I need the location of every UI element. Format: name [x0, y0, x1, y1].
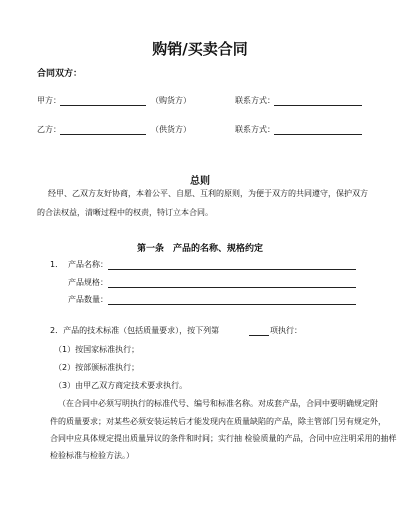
party-a-name-field[interactable] — [60, 105, 146, 106]
party-b-contact-label: 联系方式： — [235, 125, 275, 134]
standard-note-line-4: 检验标准与检验方法。） — [50, 451, 134, 460]
parties-heading: 合同双方： — [37, 69, 83, 79]
product-qty-label: 产品数量： — [68, 295, 108, 304]
product-name-field[interactable] — [108, 269, 356, 270]
general-paragraph-line-1: 经甲、乙双方友好协商，本着公平、自愿、互利的原则，为便于双方的共同遵守，保护双方 — [48, 189, 368, 198]
party-b-label: 乙方： — [37, 125, 61, 134]
general-heading: 总则 — [190, 176, 210, 187]
product-spec-label: 产品规格： — [68, 278, 108, 287]
party-b-contact-field[interactable] — [274, 134, 362, 135]
product-qty-field[interactable] — [108, 304, 356, 305]
party-b-role: （供货方） — [151, 125, 191, 134]
product-name-label: 产品名称： — [68, 260, 108, 269]
party-a-contact-label: 联系方式： — [235, 96, 275, 105]
standard-note-line-2: 件的质量要求；对某些必须安装运转后才能发现内在质量缺陷的产品，除主管部门另有规定外， — [50, 417, 386, 426]
standard-option-1: （1）按国家标准执行； — [54, 345, 140, 354]
standard-option-2: （2）按部颁标准执行； — [54, 363, 140, 372]
general-paragraph-line-2: 的合法权益，清晰过程中的权责，特订立本合同。 — [37, 208, 213, 217]
party-a-role: （购货方） — [151, 96, 191, 105]
party-b-name-field[interactable] — [60, 134, 146, 135]
page-title: 购销/买卖合同 — [152, 40, 248, 58]
article-1-item-number: 1． — [50, 260, 64, 269]
party-a-label: 甲方： — [37, 96, 61, 105]
tech-standard-line-b: 项执行： — [270, 326, 302, 335]
party-a-contact-field[interactable] — [274, 105, 362, 106]
product-spec-field[interactable] — [108, 287, 356, 288]
standard-note-line-3: 合同中应具体规定提出质量异议的条件和时间；实行抽 检验质量的产品，合同中应注明采用的抽样 — [50, 434, 397, 443]
standard-item-field[interactable] — [249, 335, 269, 336]
standard-option-3: （3）由甲乙双方商定技术要求执行。 — [54, 381, 188, 390]
article-1-heading: 第一条 产品的名称、规格约定 — [136, 244, 263, 254]
standard-note-line-1: （在合同中必须写明执行的标准代号、编号和标准名称。对成套产品，合同中要明确规定附 — [58, 399, 378, 408]
tech-standard-line-a: 2．产品的技术标准（包括质量要求），按下列第 — [50, 326, 220, 335]
